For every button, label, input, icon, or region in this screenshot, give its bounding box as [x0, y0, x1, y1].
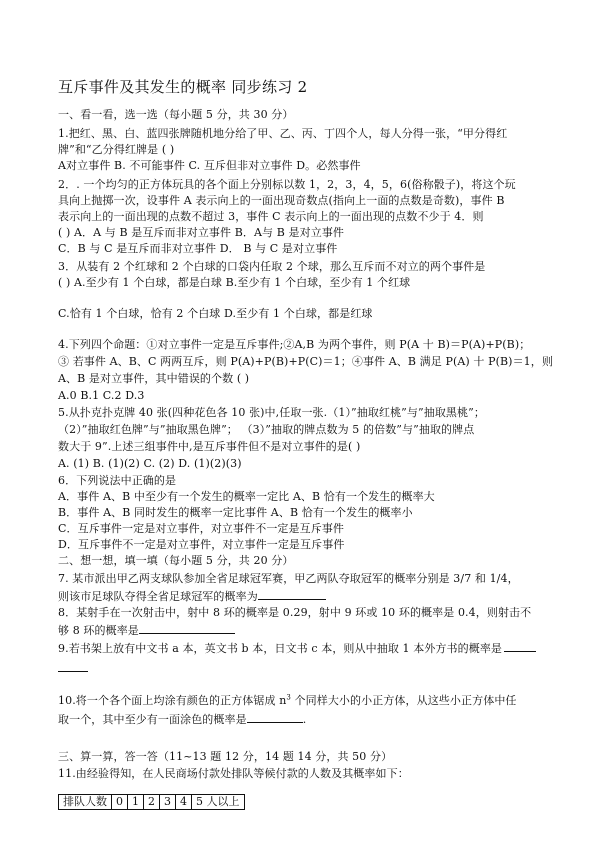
- question-2-line-4: ( ) A．A 与 B 是互斥而非对立事件 B．A与 B 是对立事件: [58, 226, 345, 239]
- question-10-line-1: [58, 694, 517, 708]
- question-10-text-a: 10.将一个各个面上均涂有颜色的正方体锯成 n: [58, 694, 287, 707]
- question-4-line-3: A、B 是对立事件，其中错误的个数 ( ): [58, 372, 250, 385]
- question-5-line-1: 5.从扑克扑克牌 40 张(四种花色各 10 张)中,任取一张.（1）”抽取红桃”与”抽取黑桃”；: [58, 406, 485, 419]
- question-10-line-2: [58, 711, 306, 727]
- section-heading-fill: 二、想一想，填一填（每小题 5 分，共 20 分）: [58, 554, 294, 567]
- question-9-text: 9.若书架上放有中文书 a 本，英文书 b 本，日文书 c 本，则从中抽取 1 本外方书的概率是: [58, 642, 503, 655]
- question-3-line-3: C.恰有 1 个白球，恰有 2 个白球 D.至少有 1 个白球，都是红球: [58, 307, 373, 320]
- question-2-line-1: 2．. 一个均匀的正方体玩具的各个面上分别标以数 1，2，3，4，5，6(俗称骰子)，将这个玩: [58, 178, 516, 191]
- question-7-text: 则该市足球队夺得全省足球冠军的概率为: [58, 590, 258, 603]
- question-8-line-2: [58, 622, 235, 638]
- question-7-line-2: [58, 588, 326, 604]
- answer-blank-9-end[interactable]: [58, 660, 88, 672]
- question-10-text-b: 个同样大小的小正方体，从这些小正方体中任: [290, 694, 517, 707]
- table-row: [59, 795, 245, 810]
- table-header-cell: 2: [144, 795, 160, 810]
- table-header-cell: 1: [128, 795, 144, 810]
- question-6-option-a: A．事件 A、B 中至少有一个发生的概率一定比 A、B 恰有一个发生的概率大: [58, 490, 435, 503]
- question-3-line-1: 3．从装有 2 个红球和 2 个白球的口袋内任取 2 个球，那么互斥而不对立的两个事件是: [58, 260, 486, 273]
- question-6-stem: 6．下列说法中正确的是: [58, 474, 177, 487]
- question-7-line-1: 7. 某市派出甲乙两支球队参加全省足球冠军赛，甲乙两队夺取冠军的概率分别是 3/7 和 1/4，: [58, 572, 519, 585]
- question-2-line-2: 具向上抛掷一次，设事件 A 表示向上的一面出现奇数点(指向上一面的点数是奇数)，事件 B: [58, 194, 505, 207]
- answer-blank-9-start[interactable]: [504, 640, 536, 652]
- answer-blank-10[interactable]: [247, 711, 303, 723]
- question-10-period: .: [302, 713, 307, 726]
- table-header-cell: 5 人以上: [192, 795, 245, 810]
- question-5-line-2: （2）”抽取红色牌”与”抽取黑色牌”； （3）”抽取的牌点数为 5 的倍数”与”抽取的牌点: [58, 423, 475, 436]
- question-8-text: 够 8 环的概率是: [58, 624, 139, 637]
- table-header-cell: 排队人数: [59, 795, 112, 810]
- question-5-options: A. (1) B. (1)(2) C. (2) D. (1)(2)(3): [58, 457, 242, 470]
- table-header-cell: 3: [160, 795, 176, 810]
- answer-blank-8[interactable]: [139, 622, 235, 634]
- question-2-line-5: C．B 与 C 是互斥而非对立事件 D． B 与 C 是对立事件: [58, 242, 338, 255]
- answer-blank-7[interactable]: [258, 588, 326, 600]
- question-9-line-1: [58, 640, 536, 656]
- question-5-line-3: 数大于 9”.上述三组事件中,是互斥事件但不是对立事件的是( ): [58, 440, 361, 453]
- question-4-line-2: ③ 若事件 A、B、C 两两互斥，则 P(A)+P(B)+P(C)＝1；④事件 A、B 满足 P(A) 十 P(B)＝1，则: [58, 355, 553, 368]
- question-10-exponent: 3: [286, 693, 291, 702]
- table-header-cell: 0: [112, 795, 128, 810]
- question-6-option-b: B．事件 A、B 同时发生的概率一定比事件 A、B 恰有一个发生的概率小: [58, 506, 413, 519]
- question-9-line-2: [58, 660, 88, 676]
- queue-probability-table: [58, 794, 245, 810]
- question-4-line-1: 4.下列四个命题：①对立事件一定是互斥事件;②A,B 为两个事件，则 P(A 十 B)＝P(A)+P(B)；: [58, 338, 531, 351]
- question-6-option-c: C．互斥事件一定是对立事件，对立事件不一定是互斥事件: [58, 522, 345, 535]
- question-1-line-2: 牌”和“乙分得红牌是 ( ): [58, 143, 175, 156]
- question-8-line-1: 8．某射手在一次射击中，射中 8 环的概率是 0.29，射中 9 环或 10 环的概率是 0.4，则射击不: [58, 606, 532, 619]
- question-3-line-2: ( ) A.至少有 1 个白球，都是白球 B.至少有 1 个白球，至少有 1 个红球: [58, 276, 411, 289]
- question-2-line-3: 表示向上的一面出现的点数不超过 3，事件 C 表示向上的一面出现的点数不少于 4．则: [58, 210, 484, 223]
- question-10-text-c: 取一个，其中至少有一面涂色的概率是: [58, 713, 247, 726]
- question-6-option-d: D．互斥事件不一定是对立事件，对立事件一定是互斥事件: [58, 538, 345, 551]
- table-header-cell: 4: [176, 795, 192, 810]
- question-1-options: A对立事件 B. 不可能事件 C. 互斥但非对立事件 D。必然事件: [58, 159, 361, 172]
- section-heading-compute: 三、算一算，答一答（11~13 题 12 分，14 题 14 分，共 50 分）: [58, 750, 393, 763]
- question-11-line-1: 11.由经验得知，在人民商场付款处排队等候付款的人数及其概率如下：: [58, 767, 409, 780]
- question-4-options: A.0 B.1 C.2 D.3: [58, 389, 145, 402]
- question-1-line-1: 1.把红、黑、白、蓝四张牌随机地分给了甲、乙、丙、丁四个人，每人分得一张，“甲分得红: [58, 127, 508, 140]
- page-title: 互斥事件及其发生的概率 同步练习 2: [58, 78, 308, 96]
- section-heading-choice: 一、看一看，选一选（每小题 5 分，共 30 分）: [58, 108, 294, 121]
